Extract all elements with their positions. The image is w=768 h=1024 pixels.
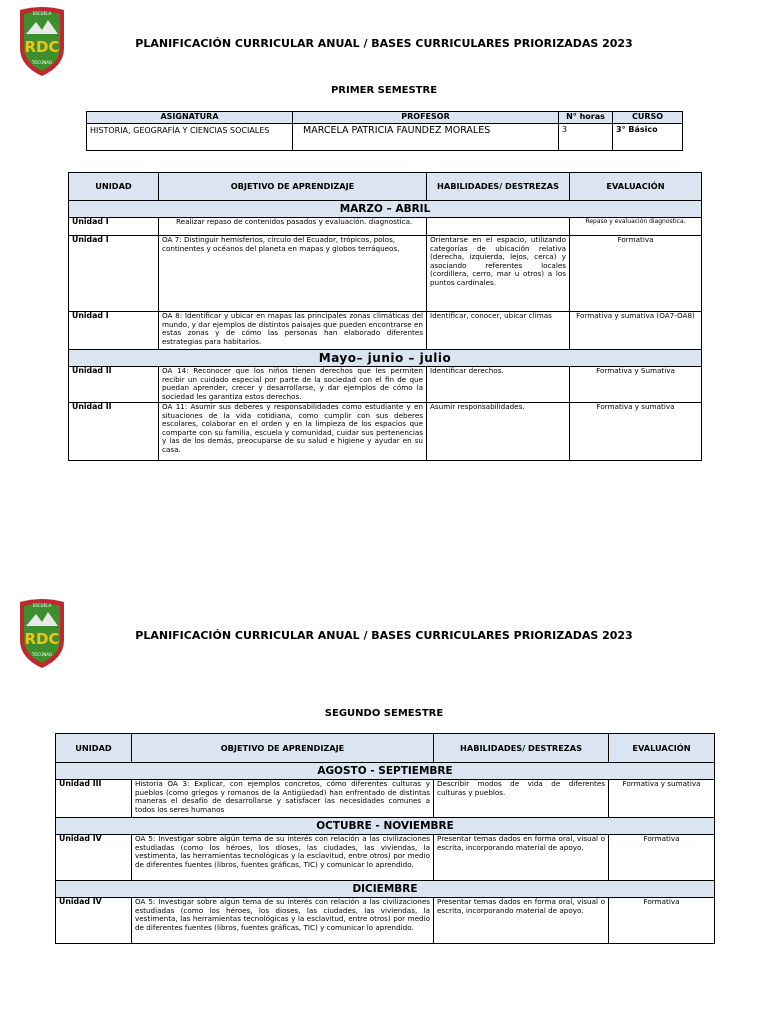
evaluation-cell: Formativa y sumativa [609, 780, 715, 818]
skills-cell: Presentar temas dados en forma oral, visual o escrita, incorporando material de apoyo. [434, 898, 609, 944]
skills-cell: Describir modos de vida de diferentes culturas y pueblos. [434, 780, 609, 818]
semester-title: SEGUNDO SEMESTRE [324, 708, 444, 719]
header-skills: HABILIDADES/ DESTREZAS [427, 173, 570, 201]
month-heading: Mayo– junio – julio [69, 350, 702, 367]
info-header-subject: ASIGNATURA [87, 112, 293, 124]
objective-cell: OA 5: Investigar sobre algún tema de su interés con relación a las civilizaciones estudiadas (como los héroes, los dioses, las ciudades, las viviendas, la vestimenta, las herramientas tecnológicas y la esclavitud, entre otros) por medio de diferentes fuentes (libros, fuentes gráficas, TIC) y comunicar lo aprendido. [132, 835, 434, 881]
evaluation-cell: Formativa [609, 835, 715, 881]
info-subject: HISTORIA, GEOGRAFÍA Y CIENCIAS SOCIALES [87, 124, 293, 151]
skills-cell: Identificar, conocer, ubicar climas [427, 312, 570, 350]
planning-table-semester-2 [55, 733, 715, 944]
skills-cell: Asumir responsabilidades. [427, 403, 570, 461]
header-unit: UNIDAD [56, 734, 132, 763]
evaluation-cell: Formativa y sumativa (OA7-OA8) [570, 312, 702, 350]
unit-cell: Unidad II [69, 403, 159, 461]
skills-cell: Identificar derechos. [427, 367, 570, 403]
objective-cell: OA 8: Identificar y ubicar en mapas las principales zonas climáticas del mundo, y dar ejemplos de distintos paisajes que pueden encontrarse en estas zonas y de cómo las personas han elaborado diferentes estrategias para habitarlos. [159, 312, 427, 350]
month-heading: DICIEMBRE [56, 881, 715, 898]
objective-cell: Historia OA 3: Explicar, con ejemplos concretos, cómo diferentes culturas y pueblos (como griegos y romanos de la Antigüedad) han enfrentado de distintas maneras el desafío de desarrollarse y satisfacer las necesidades comunes a todos los seres humanos [132, 780, 434, 818]
info-hours: 3 [559, 124, 613, 151]
info-teacher: MARCELA PATRICIA FAUNDEZ MORALES [293, 124, 559, 151]
header-objective: OBJETIVO DE APRENDIZAJE [159, 173, 427, 201]
unit-cell: Unidad I [69, 236, 159, 312]
info-header-course: CURSO [613, 112, 683, 124]
evaluation-cell: Repaso y evaluación diagnostica. [570, 218, 702, 236]
page-title: PLANIFICACIÓN CURRICULAR ANUAL / BASES CURRICULARES PRIORIZADAS 2023 [135, 629, 633, 642]
svg-text:ESCUELA: ESCUELA [32, 11, 52, 16]
school-crest-logo [16, 596, 68, 670]
evaluation-cell: Formativa [609, 898, 715, 944]
svg-text:RDC: RDC [24, 630, 60, 648]
month-heading: MARZO – ABRIL [69, 201, 702, 218]
objective-cell: OA 14: Reconocer que los niños tienen derechos que les permiten recibir un cuidado especial por parte de la sociedad con el fin de que puedan aprender, crecer y desarrollarse, y dar ejemplos de cómo la sociedad les garantiza estos derechos. [159, 367, 427, 403]
header-evaluation: EVALUACIÓN [570, 173, 702, 201]
unit-cell: Unidad I [69, 218, 159, 236]
unit-cell: Unidad IV [56, 898, 132, 944]
evaluation-cell: Formativa y Sumativa [570, 367, 702, 403]
objective-cell: OA 11: Asumir sus deberes y responsabilidades como estudiante y en situaciones de la vida cotidiana, como cumplir con sus deberes escolares, colaborar en el orden y en la limpieza de los espacios que comparte con su familia, escuela y comunidad, cuidar sus pertenencias y las de los demás, preocuparse de su salud e higiene y ayudar en su casa. [159, 403, 427, 461]
unit-cell: Unidad IV [56, 835, 132, 881]
objective-cell: OA 5: Investigar sobre algún tema de su interés con relación a las civilizaciones estudiadas (como los héroes, los dioses, las ciudades, las viviendas, la vestimenta, las herramientas tecnológicas y la esclavitud, entre otros) por medio de diferentes fuentes (libros, fuentes gráficas, TIC) y comunicar lo aprendido. [132, 898, 434, 944]
skills-cell: Orientarse en el espacio, utilizando categorías de ubicación relativa (derecha, izquierda, lejos, cerca) y asociando referentes locales (cordillera, cerro, mar u otros) a los puntos cardinales. [427, 236, 570, 312]
svg-text:RDC: RDC [24, 38, 60, 56]
objective-cell: OA 7: Distinguir hemisferios, círculo del Ecuador, trópicos, polos, continentes y océanos del planeta en mapas y globos terráqueos. [159, 236, 427, 312]
planning-table-semester-1 [68, 172, 702, 461]
unit-cell: Unidad II [69, 367, 159, 403]
header-unit: UNIDAD [69, 173, 159, 201]
svg-text:ESCUELA: ESCUELA [32, 603, 52, 608]
info-course: 3° Básico [613, 124, 683, 151]
month-heading: OCTUBRE - NOVIEMBRE [56, 818, 715, 835]
header-skills: HABILIDADES/ DESTREZAS [434, 734, 609, 763]
objective-cell: Realizar repaso de contenidos pasados y evaluación. diagnostica. [159, 218, 427, 236]
evaluation-cell: Formativa [570, 236, 702, 312]
semester-title: PRIMER SEMESTRE [330, 85, 438, 96]
skills-cell [427, 218, 570, 236]
info-header-hours: N° horas [559, 112, 613, 124]
month-heading: AGOSTO - SEPTIEMBRE [56, 763, 715, 780]
skills-cell: Presentar temas dados en forma oral, visual o escrita, incorporando material de apoyo. [434, 835, 609, 881]
course-info-table [86, 111, 683, 151]
unit-cell: Unidad I [69, 312, 159, 350]
unit-cell: Unidad III [56, 780, 132, 818]
header-evaluation: EVALUACIÓN [609, 734, 715, 763]
school-crest-logo [16, 4, 68, 78]
header-objective: OBJETIVO DE APRENDIZAJE [132, 734, 434, 763]
svg-text:TOCONAO: TOCONAO [31, 652, 53, 657]
svg-text:TOCONAO: TOCONAO [31, 60, 53, 65]
info-header-teacher: PROFESOR [293, 112, 559, 124]
page-title: PLANIFICACIÓN CURRICULAR ANUAL / BASES CURRICULARES PRIORIZADAS 2023 [135, 37, 633, 50]
evaluation-cell: Formativa y sumativa [570, 403, 702, 461]
